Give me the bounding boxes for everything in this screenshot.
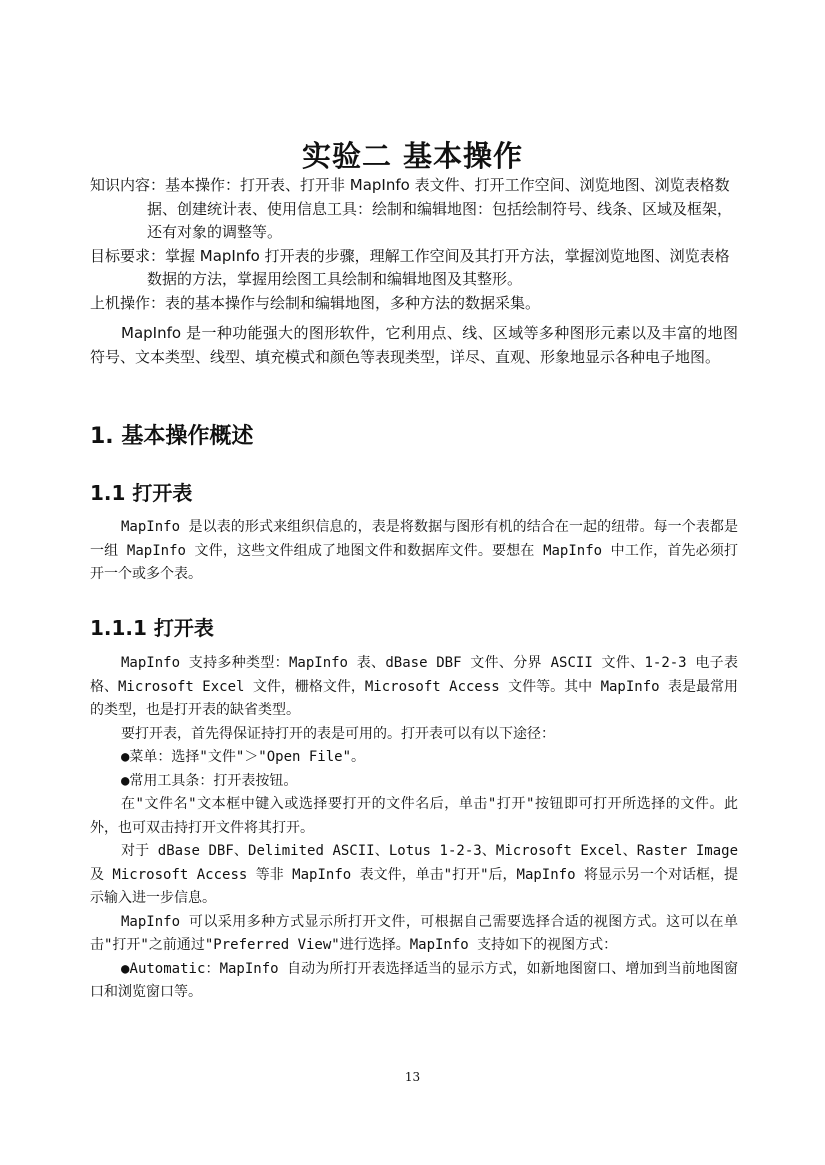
bullet-toolbar: ●常用工具条：打开表按钮。 xyxy=(121,772,298,789)
paragraph-types: MapInfo 支持多种类型：MapInfo 表、dBase DBF 文件、分界 ASCII 文件、1-2-3 电子表格、Microsoft Excel 文件，栅格文件，Microsoft Access 文件等。其中 MapInfo 表是最常用的类型，也是打开表的缺省类型。 xyxy=(90,655,739,718)
paragraph-open-ways: 要打开表，首先得保证持打开的表是可用的。打开表可以有以下途径： xyxy=(121,725,555,742)
knowledge-content: 知识内容：基本操作：打开表、打开非 MapInfo 表文件、打开工作空间、浏览地图、浏览表格数据、创建统计表、使用信息工具：绘制和编辑地图：包括绘制符号、线条、区域及框架，还有对象的调整等。 xyxy=(90,176,733,241)
meta-block xyxy=(90,174,738,315)
section-heading-1-1: 1.1 打开表 xyxy=(90,481,193,505)
bullet-menu: ●菜单：选择"文件"＞"Open File"。 xyxy=(121,749,366,765)
page-title: 实验二 基本操作 xyxy=(301,139,524,173)
intro-paragraph: MapInfo 是一种功能强大的图形软件，它利用点、线、区域等多种图形元素以及丰富的地图符号、文本类型、线型、填充模式和颜色等表现类型，详尽、直观、形象地显示各种电子地图。 xyxy=(90,324,738,366)
bullet-automatic: ●Automatic：MapInfo 自动为所打开表选择适当的显示方式，如新地图窗口、增加到当前地图窗口和浏览窗口等。 xyxy=(90,960,738,1000)
paragraph-filename: 在"文件名"文本框中键入或选择要打开的文件名后，单击"打开"按钮即可打开所选择的文件。此外，也可双击持打开文件将其打开。 xyxy=(90,796,738,836)
intro-block xyxy=(90,322,738,369)
section-heading-1: 1. 基本操作概述 xyxy=(90,424,254,449)
section-1-1-1-block xyxy=(90,652,738,1005)
lab-operation: 上机操作：表的基本操作与绘制和编辑地图，多种方法的数据采集。 xyxy=(90,293,541,312)
section-1-1-paragraph: MapInfo 是以表的形式来组织信息的，表是将数据与图形有机的结合在一起的纽带。每一个表都是一组 MapInfo 文件，这些文件组成了地图文件和数据库文件。要想在 MapInfo 中工作，首先必须打开一个或多个表。 xyxy=(90,519,738,582)
section-heading-1-1-1: 1.1.1 打开表 xyxy=(90,616,214,640)
goals-requirements: 目标要求：掌握 MapInfo 打开表的步骤，理解工作空间及其打开方法，掌握浏览地图、浏览表格数据的方法，掌握用绘图工具绘制和编辑地图及其整形。 xyxy=(90,246,730,288)
page-number: 13 xyxy=(404,1070,421,1084)
paragraph-non-mapinfo: 对于 dBase DBF、Delimited ASCII、Lotus 1-2-3、Microsoft Excel、Raster Image 及 Microsoft Access 等非 MapInfo 表文件，单击"打开"后，MapInfo 将显示另一个对话框，提示输入进一步信息。 xyxy=(90,843,738,906)
paragraph-view-modes: MapInfo 可以采用多种方式显示所打开文件，可根据自己需要选择合适的视图方式。这可以在单击"打开"之前通过"Preferred View"进行选择。MapInfo 支持如下的视图方式： xyxy=(90,913,738,953)
section-1-1-block xyxy=(90,516,738,587)
